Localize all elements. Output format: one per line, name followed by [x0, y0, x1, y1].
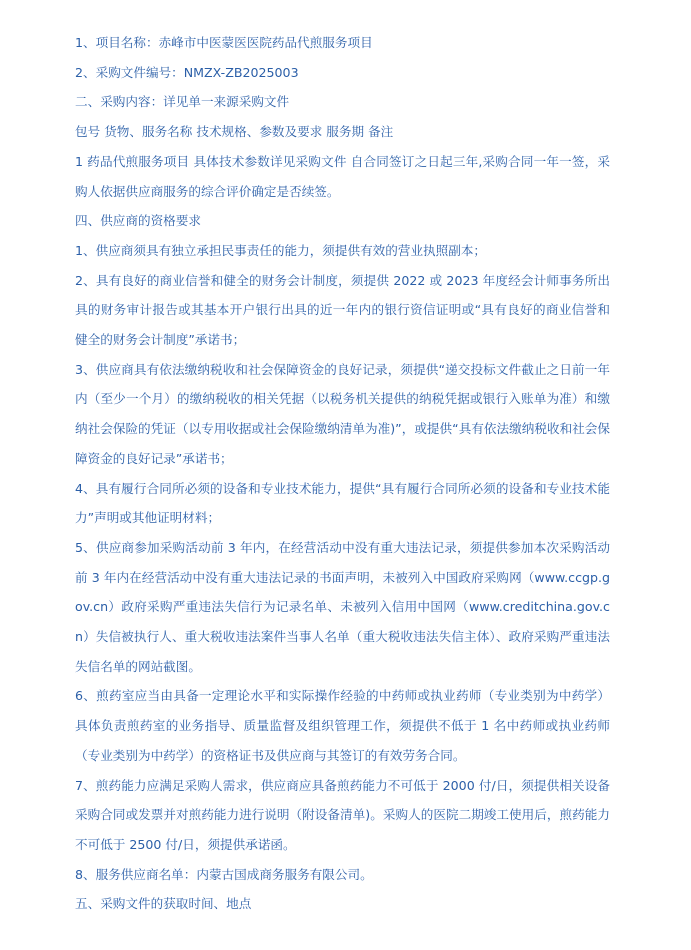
- section-supplier-qualifications: 四、供应商的资格要求: [75, 213, 201, 229]
- document-body: [75, 28, 610, 919]
- section-procurement-content: 二、采购内容：详见单一来源采购文件: [75, 94, 290, 110]
- qualification-item-3: 3、供应商具有依法缴纳税收和社会保障资金的良好记录，须提供“递交投标文件截止之日前一年内（至少一个月）的缴纳税收的相关凭据（以税务机关提供的纳税凭据或银行入账单为准）和缴纳社会保险的凭证（以专用收据或社会保险缴纳清单为准)”，或提供“具有依法缴纳税收和社会保障资金的良好记录”承诺书；: [75, 361, 610, 466]
- item-project-name: 1、项目名称：赤峰市中医蒙医医院药品代煎服务项目: [75, 35, 373, 50]
- qualification-item-2: 2、具有良好的商业信誉和健全的财务会计制度，须提供 2022 或 2023 年度经会计师事务所出具的财务审计报告或其基本开户银行出具的近一年内的银行资信证明或“具有良好的商业信誉和健全的财务会计制度”承诺书；: [75, 272, 610, 348]
- qualification-item-8: 8、服务供应商名单：内蒙古国成商务服务有限公司。: [75, 866, 373, 882]
- section-document-acquisition: 五、采购文件的获取时间、地点: [75, 896, 252, 912]
- qualification-item-1: 1、供应商须具有独立承担民事责任的能力，须提供有效的营业执照副本；: [75, 242, 487, 258]
- table-row-line: 1 药品代煎服务项目 具体技术参数详见采购文件 自合同签订之日起三年,采购合同一年一签，采购人依据供应商服务的综合评价确定是否续签。: [75, 153, 610, 199]
- qualification-item-4: 4、具有履行合同所必须的设备和专业技术能力，提供“具有履行合同所必须的设备和专业技术能力”声明或其他证明材料；: [75, 480, 610, 526]
- qualification-item-6: 6、煎药室应当由具备一定理论水平和实际操作经验的中药师或执业药师（专业类别为中药学）具体负责煎药室的业务指导、质量监督及组织管理工作，须提供不低于 1 名中药师或执业药师（专业类别为中药学）的资格证书及供应商与其签订的有效劳务合同。: [75, 688, 610, 763]
- item-document-number: 2、采购文件编号：NMZX-ZB2025003: [75, 64, 299, 80]
- qualification-item-7: 7、煎药能力应满足采购人需求，供应商应具备煎药能力不可低于 2000 付/日，须提供相关设备采购合同或发票并对煎药能力进行说明（附设备清单)。采购人的医院二期竣工使用后，煎药能力不可低于 2500 付/日，须提供承诺函。: [75, 777, 610, 852]
- qualification-item-5: 5、供应商参加采购活动前 3 年内，在经营活动中没有重大违法记录，须提供参加本次采购活动前 3 年内在经营活动中没有重大违法记录的书面声明，未被列入中国政府采购网（www.ccgp.gov.cn）政府采购严重违法失信行为记录名单、未被列入信用中国网（www.creditchina.gov.cn）失信被执行人、重大税收违法案件当事人名单（重大税收违法失信主体）、政府采购严重违法失信名单的网站截图。: [75, 539, 610, 674]
- table-header-line: 包号 货物、服务名称 技术规格、参数及要求 服务期 备注: [75, 124, 394, 140]
